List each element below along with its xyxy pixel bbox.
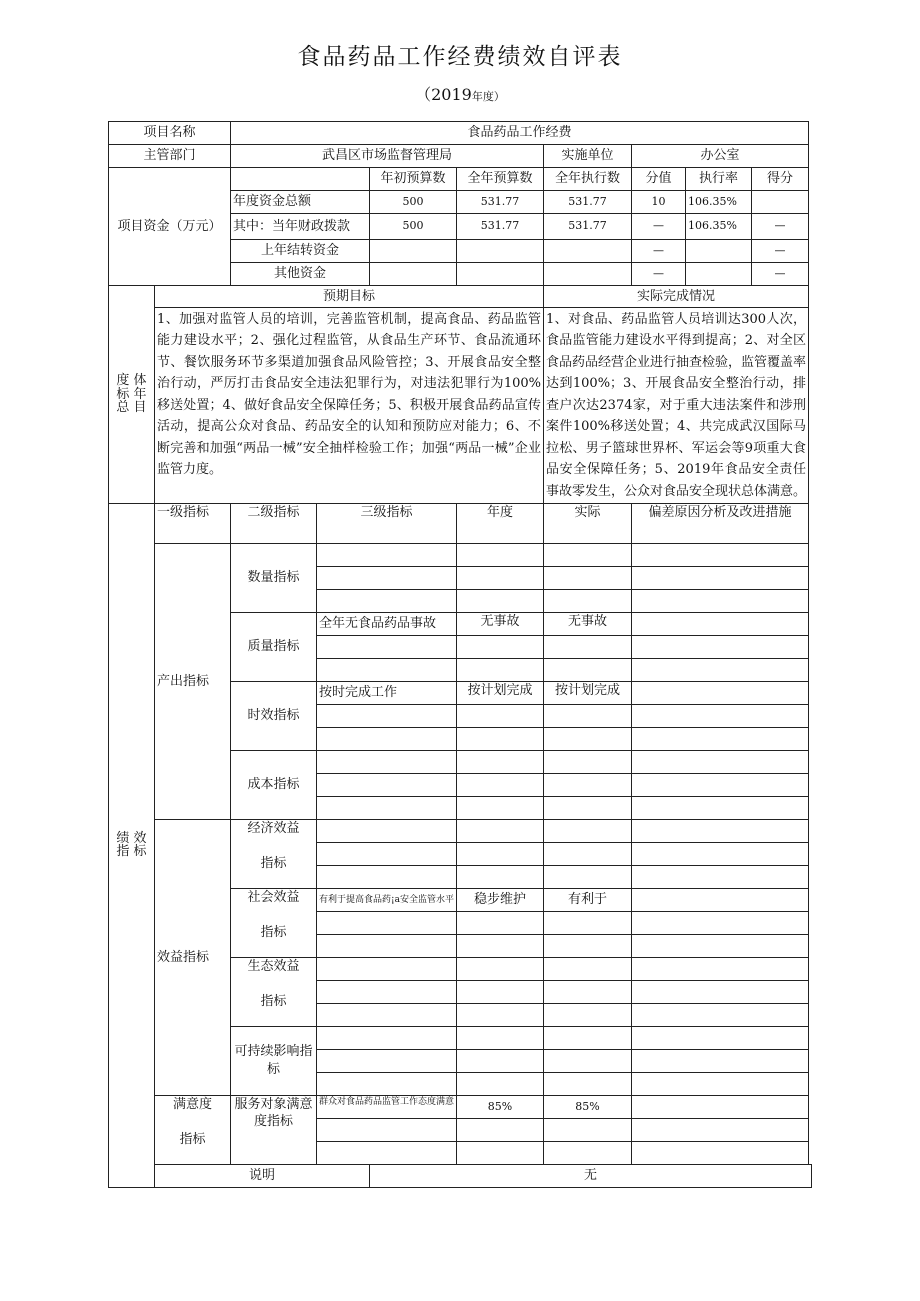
social-benefit-actual: 有利于 (544, 888, 632, 911)
social-benefit-label-2: 指标 (260, 925, 287, 941)
expected-goal-header: 预期目标 (155, 286, 544, 308)
indicator-cell (457, 1118, 544, 1141)
timeliness-indicator-label: 时效指标 (231, 681, 317, 750)
indicator-cell (457, 957, 544, 980)
indicator-cell (632, 888, 809, 911)
indicator-cell (317, 658, 457, 681)
indicator-cell (317, 704, 457, 727)
output-indicator-label: 产出指标 (155, 543, 231, 819)
indicator-cell (632, 842, 809, 865)
indicator-cell (317, 911, 457, 934)
impl-unit-label: 实施单位 (544, 145, 632, 168)
indicator-cell (544, 819, 632, 842)
funds-header-annual: 全年预算数 (457, 168, 544, 191)
ind-header-deviation: 偏差原因分析及改进措施 (632, 503, 809, 543)
indicator-cell (632, 658, 809, 681)
indicator-cell (632, 750, 809, 773)
indicator-cell (457, 704, 544, 727)
self-evaluation-table (108, 121, 812, 1188)
funds-cell (752, 191, 809, 214)
indicator-cell (632, 1026, 809, 1049)
indicator-cell (544, 727, 632, 750)
indicator-cell (317, 1026, 457, 1049)
eco-benefit-label-1: 生态效益 (247, 958, 300, 974)
funds-cell: 500 (370, 191, 457, 214)
funds-cell (370, 240, 457, 263)
indicator-cell (544, 957, 632, 980)
service-satisfaction-actual: 85% (544, 1095, 632, 1118)
funds-cell: 106.35% (686, 214, 752, 240)
funds-cell: 531.77 (544, 214, 632, 240)
timeliness-target: 按计划完成 (457, 681, 544, 704)
indicator-cell (544, 635, 632, 658)
funds-cell (686, 240, 752, 263)
indicator-cell (632, 1141, 809, 1164)
ind-header-actual: 实际 (544, 503, 632, 543)
social-benefit-item: 有利于提高食品药¡a安全监管水平 (317, 888, 457, 911)
satisfaction-indicator-label (155, 1095, 231, 1164)
indicator-cell (632, 1095, 809, 1118)
indicator-cell (457, 1072, 544, 1095)
remarks-label: 说明 (155, 1164, 370, 1187)
indicator-cell (544, 1049, 632, 1072)
indicator-cell (317, 750, 457, 773)
indicator-cell (457, 727, 544, 750)
social-benefit-target: 稳步维护 (457, 888, 544, 911)
funds-cell (544, 263, 632, 286)
indicator-cell (544, 773, 632, 796)
indicator-cell (544, 911, 632, 934)
ind-header-level2: 二级指标 (231, 503, 317, 543)
indicator-cell (457, 543, 544, 566)
indicator-cell (544, 980, 632, 1003)
funds-cell (686, 263, 752, 286)
indicator-cell (632, 865, 809, 888)
eco-benefit-label-2: 指标 (260, 994, 287, 1010)
indicator-cell (317, 1003, 457, 1026)
satisfaction-label-1: 满意度 (173, 1096, 213, 1112)
funds-row-fiscal-label: 其中：当年财政拨款 (231, 214, 370, 240)
ind-header-target: 年度 (457, 503, 544, 543)
service-satisfaction-item: 群众对食品药品监管工作态度满意 (317, 1095, 457, 1118)
indicator-cell (632, 773, 809, 796)
funds-header-initial: 年初预算数 (370, 168, 457, 191)
expected-goal-text: 1、加强对监管人员的培训，完善监管机制，提高食品、药品监管能力建设水平；2、强化过程监管，从食品生产环节、食品流通环节、餐饮服务环节多渠道加强食品风险管控；3、开展食品安全整治行动，严厉打击食品安全违法犯罪行为，对违法犯罪行为100%移送处置；4、做好食品安全保障任务；5、积极开展食品药品宣传活动，提高公众对食品、药品安全的认知和预防应对能力；6、不断完善和加强“两品一械”安全抽样检验工作；加强“两品一械”企业监管力度。 (155, 308, 544, 504)
indicator-cell (632, 1003, 809, 1026)
indicator-cell (457, 566, 544, 589)
funds-cell: 500 (370, 214, 457, 240)
indicator-cell (317, 543, 457, 566)
indicator-cell (457, 796, 544, 819)
funds-label: 项目资金（万元） (109, 168, 231, 286)
funds-row-other-label: 其他资金 (231, 263, 370, 286)
indicator-cell (457, 1003, 544, 1026)
cost-indicator-label: 成本指标 (231, 750, 317, 819)
indicator-cell (457, 865, 544, 888)
funds-header-rate: 执行率 (686, 168, 752, 191)
quality-item: 全年无食品药品事故 (317, 612, 457, 635)
indicator-cell (632, 612, 809, 635)
ind-header-level1: 一级指标 (155, 503, 231, 543)
quality-indicator-label: 质量指标 (231, 612, 317, 681)
indicators-section-label: 绩 效 指 标 (109, 503, 155, 1187)
indicator-cell (317, 1141, 457, 1164)
indicator-cell (632, 704, 809, 727)
indicator-cell (632, 727, 809, 750)
indicator-cell (457, 842, 544, 865)
indicator-cell (544, 1026, 632, 1049)
page-title: 食品药品工作经费绩效自评表 (297, 44, 623, 70)
funds-cell (457, 263, 544, 286)
service-satisfaction-target: 85% (457, 1095, 544, 1118)
economic-benefit-label (231, 819, 317, 888)
remarks-value: 无 (370, 1164, 812, 1187)
indicator-cell (317, 957, 457, 980)
indicator-cell (457, 658, 544, 681)
indicator-cell (632, 796, 809, 819)
indicator-cell (317, 589, 457, 612)
funds-cell (544, 240, 632, 263)
indicator-cell (317, 980, 457, 1003)
indicator-cell (317, 1049, 457, 1072)
indicator-cell (317, 934, 457, 957)
indicator-cell (457, 819, 544, 842)
indicator-cell (317, 796, 457, 819)
eco-benefit-label (231, 957, 317, 1026)
ind-header-level3: 三级指标 (317, 503, 457, 543)
indicator-cell (457, 980, 544, 1003)
indicator-cell (457, 1141, 544, 1164)
funds-cell: 106.35% (686, 191, 752, 214)
indicator-cell (544, 750, 632, 773)
indicator-cell (632, 1118, 809, 1141)
indicator-cell (544, 865, 632, 888)
year-subtitle (0, 82, 920, 105)
indicator-cell (632, 589, 809, 612)
indicator-cell (632, 681, 809, 704)
indicator-cell (632, 980, 809, 1003)
indicator-cell (317, 566, 457, 589)
indicator-cell (457, 589, 544, 612)
indicator-cell (544, 1072, 632, 1095)
funds-header-score-value: 分值 (632, 168, 686, 191)
actual-result-header: 实际完成情况 (544, 286, 809, 308)
indicator-cell (544, 1003, 632, 1026)
indicator-cell (544, 566, 632, 589)
satisfaction-label-2: 指标 (179, 1132, 206, 1148)
indicator-cell (317, 635, 457, 658)
indicator-cell (544, 842, 632, 865)
sustainable-impact-label: 可持续影响指标 (231, 1026, 317, 1095)
indicator-cell (632, 1072, 809, 1095)
actual-result-text: 1、对食品、药品监管人员培训达300人次，食品监管能力建设水平得到提高；2、对全区食品药品经营企业进行抽查检验，监管覆盖率达到100%；3、开展食品安全整治行动，排查户次达2374家，对于重大违法案件和涉刑案件100%移送处置；4、共完成武汉国际马拉松、男子篮球世界杯、军运会等9项重大食品安全保障任务；5、2019年食品安全责任事故零发生，公众对食品安全现状总体满意。 (544, 308, 809, 504)
indicator-cell (317, 727, 457, 750)
indicator-cell (544, 1118, 632, 1141)
indicator-cell (457, 1049, 544, 1072)
social-benefit-label-1: 社会效益 (247, 889, 300, 905)
indicator-cell (632, 934, 809, 957)
funds-cell: 10 (632, 191, 686, 214)
funds-cell: — (752, 263, 809, 286)
indicator-cell (544, 934, 632, 957)
indicator-cell (632, 566, 809, 589)
overall-goal-label: 度 体 标 年 总 目 (109, 286, 155, 504)
funds-blank-header (231, 168, 370, 191)
timeliness-item: 按时完成工作 (317, 681, 457, 704)
social-benefit-label (231, 888, 317, 957)
funds-cell: — (632, 214, 686, 240)
indicator-cell (544, 589, 632, 612)
indicator-cell (544, 704, 632, 727)
funds-cell: — (632, 263, 686, 286)
quality-target: 无事故 (457, 612, 544, 635)
indicator-cell (544, 658, 632, 681)
indicator-cell (317, 773, 457, 796)
funds-cell: 531.77 (457, 191, 544, 214)
funds-cell: 531.77 (544, 191, 632, 214)
dept-value: 武昌区市场监督管理局 (231, 145, 544, 168)
indicator-cell (632, 819, 809, 842)
indicator-cell (457, 1026, 544, 1049)
indicator-cell (632, 543, 809, 566)
year-number: （2019 (415, 85, 472, 104)
indicator-cell (317, 865, 457, 888)
year-unit: 年度） (471, 90, 505, 103)
funds-cell (370, 263, 457, 286)
timeliness-actual: 按计划完成 (544, 681, 632, 704)
economic-benefit-label-2: 指标 (260, 856, 287, 872)
funds-row-carryover-label: 上年结转资金 (231, 240, 370, 263)
project-name-label: 项目名称 (109, 122, 231, 145)
dept-label: 主管部门 (109, 145, 231, 168)
quantity-indicator-label: 数量指标 (231, 543, 317, 612)
economic-benefit-label-1: 经济效益 (247, 820, 300, 836)
funds-row-total-label: 年度资金总额 (231, 191, 370, 214)
benefit-indicator-label: 效益指标 (155, 819, 231, 1095)
indicator-cell (632, 911, 809, 934)
funds-cell: — (752, 214, 809, 240)
funds-cell: 531.77 (457, 214, 544, 240)
funds-cell: — (752, 240, 809, 263)
funds-cell (457, 240, 544, 263)
indicator-cell (544, 796, 632, 819)
impl-unit-value: 办公室 (632, 145, 809, 168)
indicator-cell (317, 842, 457, 865)
indicator-cell (632, 1049, 809, 1072)
indicator-cell (457, 750, 544, 773)
indicator-cell (457, 773, 544, 796)
funds-header-score: 得分 (752, 168, 809, 191)
indicator-cell (317, 819, 457, 842)
service-satisfaction-label: 服务对象满意度指标 (231, 1095, 317, 1164)
quality-actual: 无事故 (544, 612, 632, 635)
indicator-cell (544, 543, 632, 566)
funds-header-executed: 全年执行数 (544, 168, 632, 191)
indicator-cell (632, 957, 809, 980)
indicator-cell (317, 1118, 457, 1141)
indicator-cell (457, 934, 544, 957)
funds-cell: — (632, 240, 686, 263)
indicator-cell (317, 1072, 457, 1095)
indicator-cell (457, 911, 544, 934)
indicator-cell (457, 635, 544, 658)
project-name-value: 食品药品工作经费 (231, 122, 809, 145)
indicator-cell (544, 1141, 632, 1164)
indicator-cell (632, 635, 809, 658)
